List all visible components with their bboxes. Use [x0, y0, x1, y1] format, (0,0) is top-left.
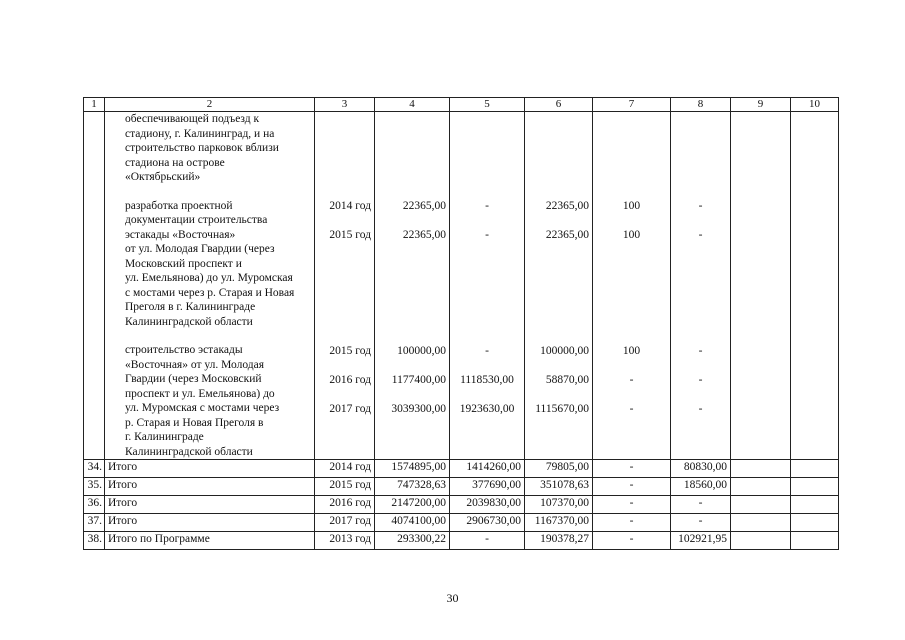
amount-value: 79805,00 — [525, 460, 593, 478]
page-number: 30 — [446, 591, 459, 605]
header-cell: 3 — [315, 98, 375, 112]
amount-value: - — [593, 478, 671, 496]
amount-value: 1414260,00 — [450, 460, 525, 478]
table-row — [84, 460, 839, 478]
header-cell: 6 — [525, 98, 593, 112]
amount-value: 2906730,00 — [450, 514, 525, 532]
header-cell: 5 — [450, 98, 525, 112]
block2-line: строительство эстакады — [125, 344, 243, 356]
amount-value: - — [485, 229, 489, 241]
amount-value: - — [450, 532, 525, 550]
empty-cell — [731, 460, 791, 478]
col5-cell — [450, 112, 525, 460]
block2-line: Калининградской области — [125, 445, 253, 458]
col7-cell — [593, 112, 671, 460]
header-row — [84, 98, 839, 112]
amount-value: 22365,00 — [402, 229, 446, 241]
amount-value: 102921,95 — [671, 532, 731, 550]
row-name: Итого по Программе — [105, 532, 315, 550]
row-number: 36. — [84, 496, 105, 514]
amount-value: 1118530,00 — [460, 374, 514, 386]
row-number-cell — [84, 112, 105, 460]
row-number: 35. — [84, 478, 105, 496]
row-name: Итого — [105, 496, 315, 514]
empty-cell — [731, 514, 791, 532]
amount-value: 351078,63 — [525, 478, 593, 496]
block1-line: Преголя в г. Калининграде — [125, 301, 256, 313]
col9-cell — [731, 112, 791, 460]
amount-value: 18560,00 — [671, 478, 731, 496]
intro-line: стадиона на острове — [125, 156, 225, 169]
amount-value: - — [698, 374, 703, 386]
col6-cell — [525, 112, 593, 460]
amount-value: 377690,00 — [450, 478, 525, 496]
year-value: 2015 год — [329, 345, 371, 357]
block2-line: Гвардии (через Московский — [125, 373, 262, 385]
empty-cell — [791, 514, 839, 532]
amount-value: - — [629, 374, 634, 386]
row-name: Итого — [105, 478, 315, 496]
amount-value: 100000,00 — [540, 345, 589, 357]
table-row-details — [84, 112, 839, 460]
year-value: 2014 год — [315, 460, 375, 478]
year-cell — [315, 112, 375, 460]
amount-value: 100000,00 — [397, 345, 446, 357]
col8-cell — [671, 112, 731, 460]
program-table — [83, 97, 839, 550]
amount-value: - — [698, 229, 703, 241]
amount-value: 58870,00 — [545, 374, 589, 386]
block1-line: разработка проектной — [125, 199, 233, 212]
description-cell — [105, 112, 315, 460]
block2-line: «Восточная» от ул. Молодая — [125, 358, 265, 371]
year-value: 2013 год — [315, 532, 375, 550]
amount-value: 100 — [622, 345, 641, 357]
block1-line: Московский проспект и — [125, 257, 242, 270]
header-cell: 2 — [105, 98, 315, 112]
table-row — [84, 532, 839, 550]
row-number: 38. — [84, 532, 105, 550]
intro-line: стадиону, г. Калининград, и на — [125, 127, 275, 140]
amount-value: - — [671, 496, 731, 514]
block1-line: с мостами через р. Старая и Новая — [125, 286, 295, 299]
block2-line: проспект и ул. Емельянова) до — [125, 387, 275, 400]
block1-line: ул. Емельянова) до ул. Муромская — [125, 272, 293, 284]
amount-value: 100 — [622, 229, 641, 241]
block2-line: ул. Муромская с мостами через — [125, 402, 280, 414]
amount-value: - — [671, 514, 731, 532]
intro-line: «Октябрьский» — [125, 171, 201, 183]
block1-line: от ул. Молодая Гвардии (через — [125, 243, 275, 255]
block1-line: документации строительства — [125, 214, 268, 226]
year-value: 2017 год — [329, 403, 371, 415]
amount-value: 293300,22 — [375, 532, 450, 550]
year-value: 2016 год — [315, 496, 375, 514]
header-cell: 4 — [375, 98, 450, 112]
year-value: 2014 год — [329, 200, 371, 212]
intro-line: строительство парковок вблизи — [125, 142, 279, 154]
row-name: Итого — [105, 514, 315, 532]
table-row — [84, 514, 839, 532]
block1-line: эстакады «Восточная» — [125, 228, 236, 241]
amount-value: - — [698, 200, 703, 212]
intro-line: обеспечивающей подъезд к — [125, 113, 260, 125]
amount-value: 4074100,00 — [375, 514, 450, 532]
empty-cell — [791, 496, 839, 514]
header-cell: 9 — [731, 98, 791, 112]
amount-value: - — [485, 345, 489, 357]
table-row — [84, 496, 839, 514]
col4-cell — [375, 112, 450, 460]
amount-value: - — [593, 496, 671, 514]
header-cell: 1 — [84, 98, 105, 112]
amount-value: 22365,00 — [402, 200, 446, 212]
row-number: 34. — [84, 460, 105, 478]
amount-value: 1177400,00 — [391, 374, 446, 386]
amount-value: - — [593, 532, 671, 550]
header-cell: 8 — [671, 98, 731, 112]
amount-value: - — [629, 403, 634, 415]
block1-line: Калининградской области — [125, 315, 253, 328]
amount-value: 80830,00 — [671, 460, 731, 478]
header-cell: 7 — [593, 98, 671, 112]
amount-value: 3039300,00 — [391, 403, 446, 415]
year-value: 2015 год — [329, 229, 371, 241]
empty-cell — [791, 460, 839, 478]
amount-value: - — [485, 200, 489, 212]
empty-cell — [791, 532, 839, 550]
header-cell: 10 — [791, 98, 839, 112]
year-value: 2016 год — [329, 374, 371, 386]
row-number: 37. — [84, 514, 105, 532]
block2-line: р. Старая и Новая Преголя в — [125, 416, 264, 429]
year-value: 2017 год — [315, 514, 375, 532]
year-value: 2015 год — [315, 478, 375, 496]
empty-cell — [791, 478, 839, 496]
amount-value: 2147200,00 — [375, 496, 450, 514]
amount-value: 1574895,00 — [375, 460, 450, 478]
amount-value: 22365,00 — [545, 200, 589, 212]
amount-value: 1167370,00 — [525, 514, 593, 532]
amount-value: 100 — [622, 200, 641, 212]
table-row — [84, 478, 839, 496]
amount-value: 107370,00 — [525, 496, 593, 514]
amount-value: 1923630,00 — [459, 403, 515, 415]
amount-value: 2039830,00 — [450, 496, 525, 514]
empty-cell — [731, 532, 791, 550]
amount-value: 1115670,00 — [535, 403, 589, 415]
amount-value: 22365,00 — [545, 229, 589, 241]
amount-value: 190378,27 — [525, 532, 593, 550]
amount-value: - — [698, 403, 703, 415]
amount-value: - — [593, 460, 671, 478]
amount-value: - — [593, 514, 671, 532]
empty-cell — [731, 478, 791, 496]
row-name: Итого — [105, 460, 315, 478]
amount-value: - — [698, 345, 703, 357]
col10-cell — [791, 112, 839, 460]
block2-line: г. Калининграде — [125, 431, 204, 443]
empty-cell — [731, 496, 791, 514]
amount-value: 747328,63 — [375, 478, 450, 496]
